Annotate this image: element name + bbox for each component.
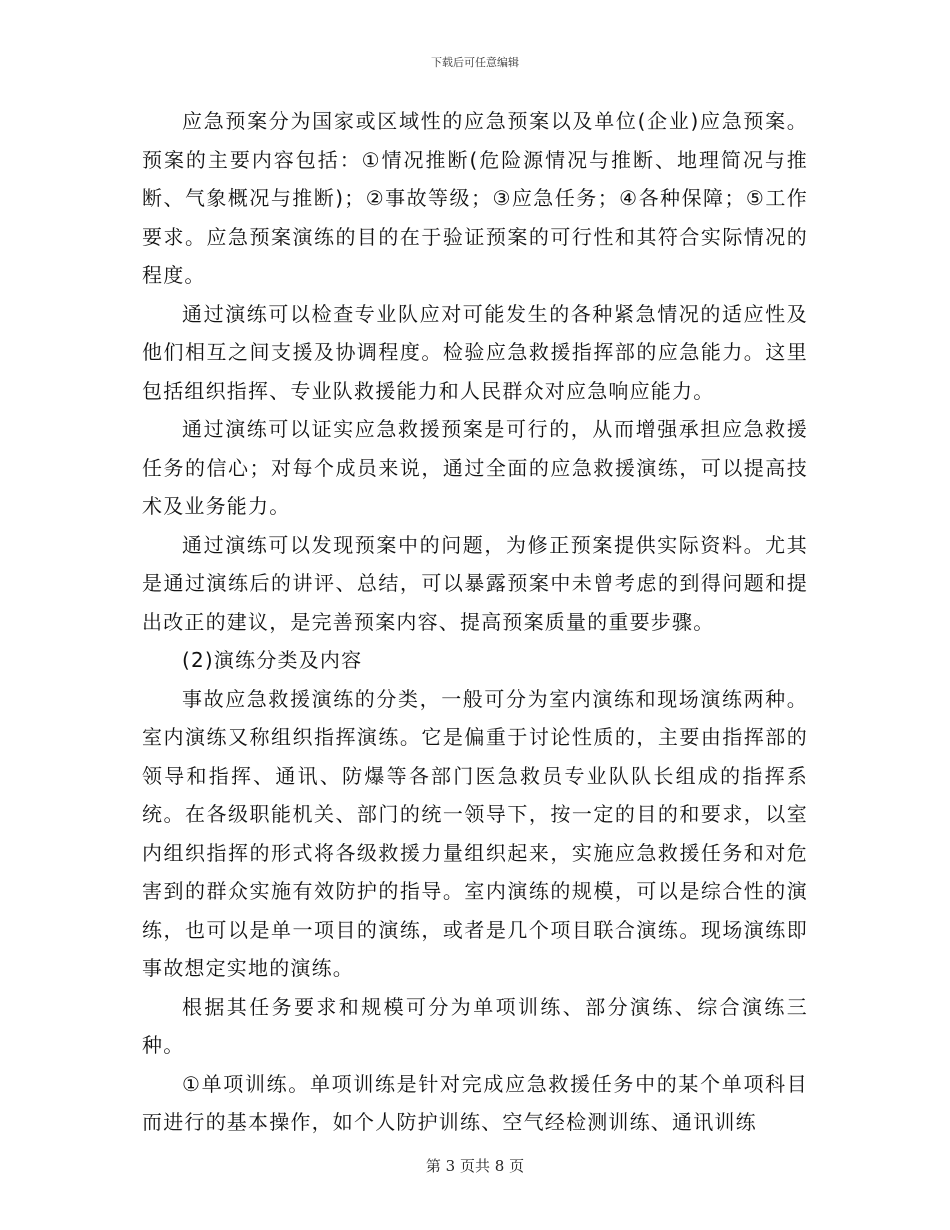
page-header: 下载后可任意编辑 [431,56,519,69]
paragraph-drill-check: 通过演练可以检查专业队应对可能发生的各种紧急情况的适应性及他们相互之间支援及协调程度。检验应急救援指挥部的应急能力。这里包括组织指挥、专业队救援能力和人民群众对应急响应能力。 [142,301,808,403]
paragraph-drill-verify: 通过演练可以证实应急救援预案是可行的，从而增强承担应急救援任务的信心；对每个成员来说，通过全面的应急救援演练，可以提高技术及业务能力。 [142,417,808,518]
page-footer: 第 3 页共 8 页 [425,1157,525,1175]
paragraph-drill-problems: 通过演练可以发现预案中的问题，为修正预案提供实际资料。尤其是通过演练后的讲评、总结，可以暴露预案中未曾考虑的到得问题和提出改正的建议，是完善预案内容、提高预案质量的重要步骤。 [142,532,808,634]
paragraph-single-training: ①单项训练。单项训练是针对完成应急救援任务中的某个单项科目而进行的基本操作，如个人防护训练、空气经检测训练、通讯训练 [142,1071,808,1134]
paragraph-emergency-plan: 应急预案分为国家或区域性的应急预案以及单位(企业)应急预案。预案的主要内容包括：①情况推断(危险源情况与推断、地理简况与推断、气象概况与推断)；②事故等级；③应急任务；④各种保障；⑤工作要求。应急预案演练的目的在于验证预案的可行性和其符合实际情况的程度。 [142,109,808,287]
document-body [142,102,808,1142]
paragraph-drill-classification: 事故应急救援演练的分类，一般可分为室内演练和现场演练两种。室内演练又称组织指挥演练。它是偏重于讨论性质的，主要由指挥部的领导和指挥、通讯、防爆等各部门医急救员专业队队长组成的指挥系统。在各级职能机关、部门的统一领导下，按一定的目的和要求，以室内组织指挥的形式将各级救援力量组织起来，实施应急救援任务和对危害到的群众实施有效防护的指导。室内演练的规模，可以是综合性的演练，也可以是单一项目的演练，或者是几个项目联合演练。现场演练即事故想定实地的演练。 [142,686,808,980]
paragraph-drill-scale: 根据其任务要求和规模可分为单项训练、部分演练、综合演练三种。 [142,994,808,1057]
section-heading-drill-types: (2)演练分类及内容 [182,648,363,672]
